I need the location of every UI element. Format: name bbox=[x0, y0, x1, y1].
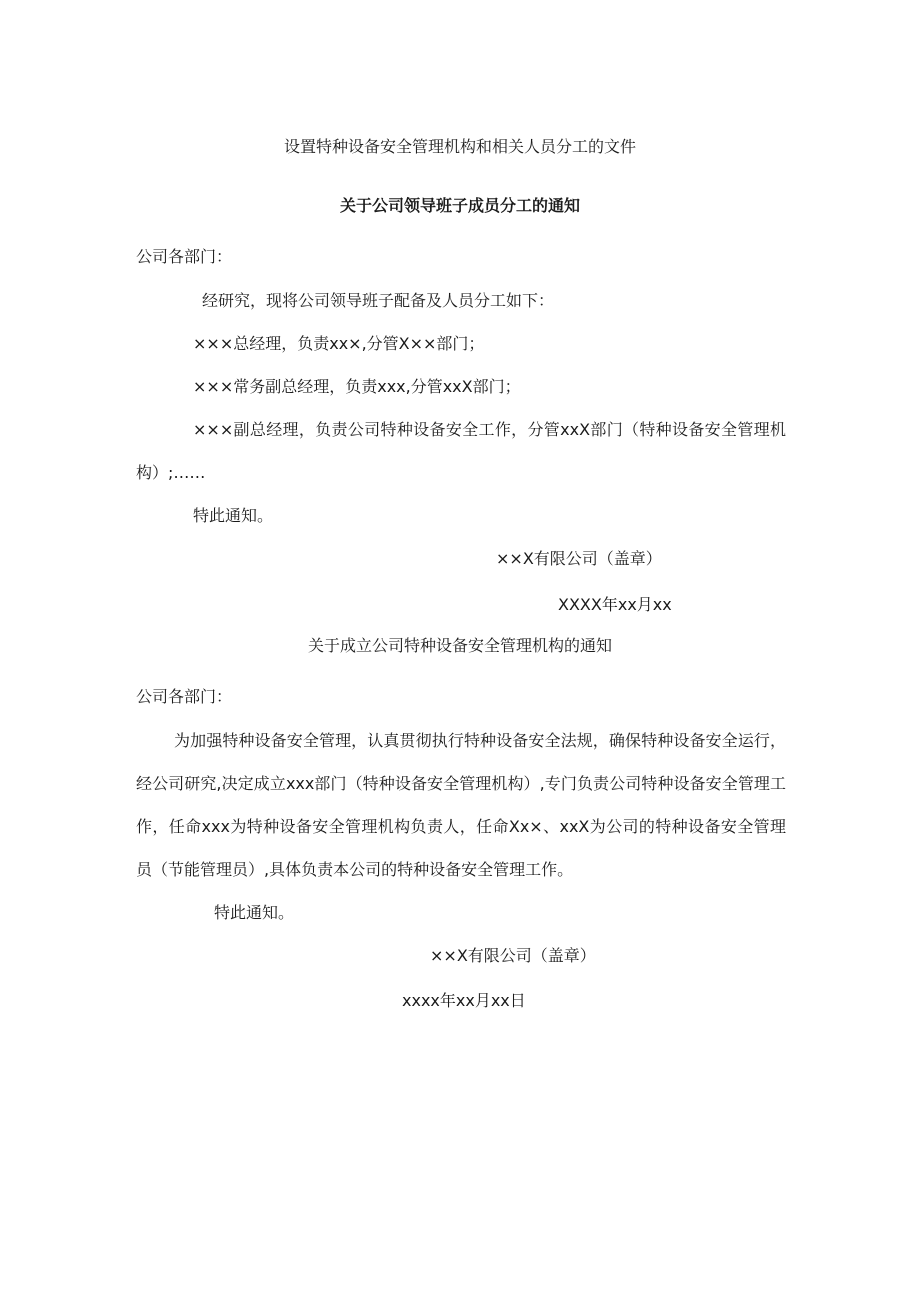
notice1-signature: ××X有限公司（盖章） bbox=[496, 549, 662, 568]
notice2-closing: 特此通知。 bbox=[214, 903, 295, 922]
notice1-item-2: ×××常务副总经理，负责xxx,分管xxX部门； bbox=[193, 377, 521, 396]
notice1-date: XXXX年xx月xx bbox=[558, 595, 672, 614]
notice1-title: 关于公司领导班子成员分工的通知 bbox=[339, 196, 580, 215]
notice2-salutation: 公司各部门： bbox=[136, 687, 233, 706]
notice1-intro: 经研究，现将公司领导班子配备及人员分工如下： bbox=[202, 291, 555, 310]
notice1-closing: 特此通知。 bbox=[193, 506, 274, 525]
notice2-date: xxxx年xx月xx日 bbox=[402, 991, 526, 1010]
notice1-item-1: ×××总经理，负责xx×,分管X××部门； bbox=[193, 334, 485, 353]
notice2-body: 为加强特种设备安全管理，认真贯彻执行特种设备安全法规，确保特种设备安全运行，经公司研究,决定成立xxx部门（特种设备安全管理机构）,专门负责公司特种设备安全管理工作，任命xxx为特种设备安全管理机构负责人，任命Xx×、xxX为公司的特种设备安全管理员（节能管理员）,具体负责本公司的特种设备安全管理工作。 bbox=[136, 731, 786, 879]
document-title: 设置特种设备安全管理机构和相关人员分工的文件 bbox=[283, 137, 636, 156]
notice2-title: 关于成立公司特种设备安全管理机构的通知 bbox=[307, 636, 612, 655]
notice1-salutation: 公司各部门： bbox=[136, 247, 233, 266]
notice1-item-3: ×××副总经理，负责公司特种设备安全工作，分管xxX部门（特种设备安全管理机构）;…… bbox=[136, 420, 786, 482]
notice2-signature: ××X有限公司（盖章） bbox=[430, 946, 596, 965]
